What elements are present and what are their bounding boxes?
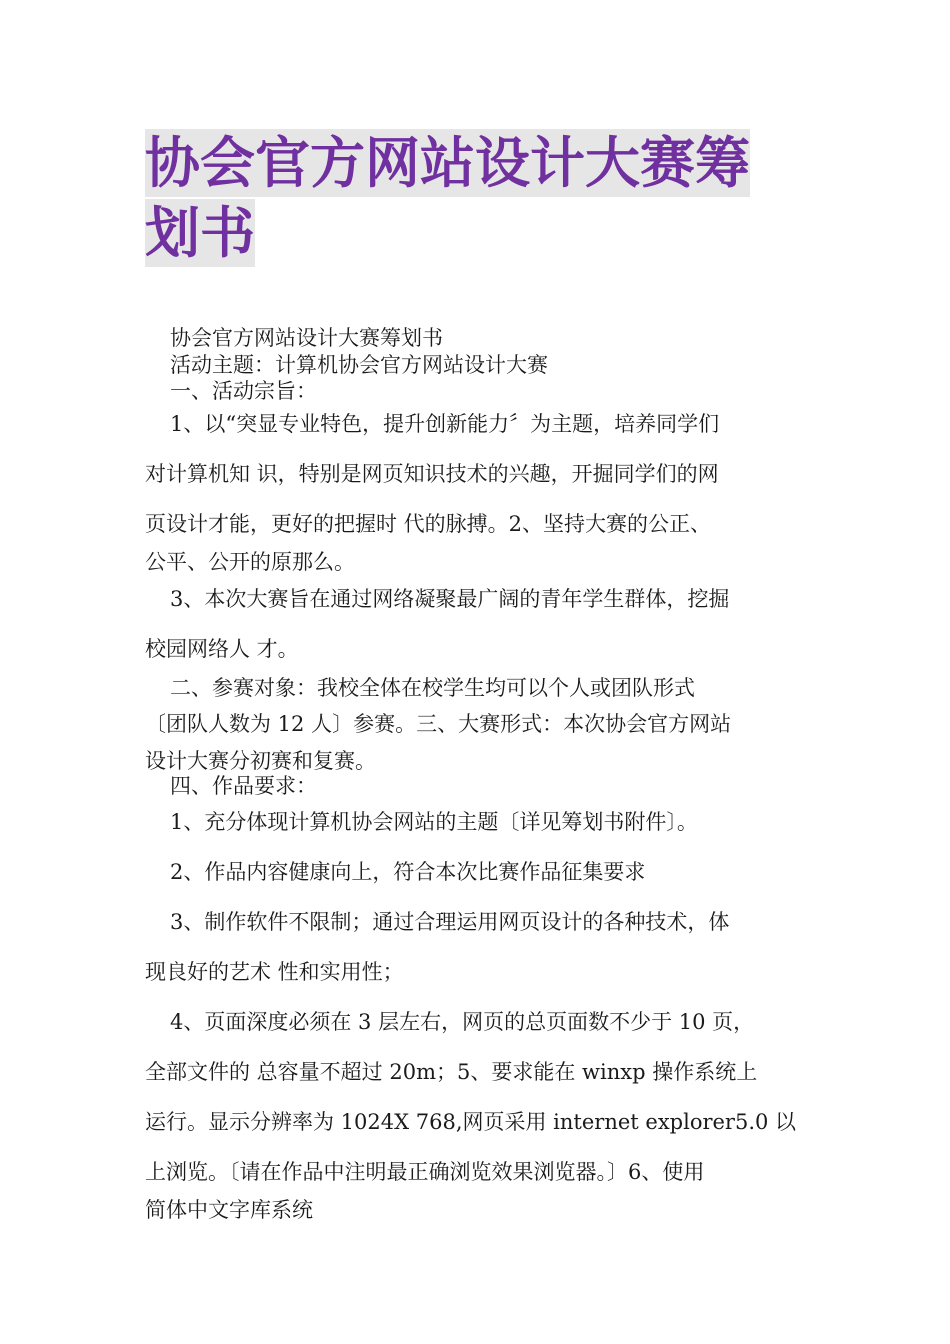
body-line: 简体中文字库系统 bbox=[145, 1198, 313, 1222]
body-line: 公平、公开的原那么。 bbox=[145, 550, 355, 574]
body-line: 活动主题：计算机协会官方网站设计大赛 bbox=[170, 353, 548, 377]
body-line: 全部文件的 总容量不超过 20m；5、要求能在 winxp 操作系统上 bbox=[145, 1060, 758, 1084]
body-line: 上浏览。〔请在作品中注明最正确浏览效果浏览器。〕6、使用 bbox=[145, 1160, 705, 1184]
body-line: 协会官方网站设计大赛筹划书 bbox=[170, 326, 443, 350]
body-line: 4、页面深度必须在 3 层左右，网页的总页面数不少于 10 页， bbox=[170, 1010, 755, 1034]
title-line-1: 协会官方网站设计大赛筹 bbox=[145, 131, 751, 195]
body-line: 2、作品内容健康向上，符合本次比赛作品征集要求 bbox=[170, 860, 646, 884]
body-line: 1、充分体现计算机协会网站的主题〔详见筹划书附件〕。 bbox=[170, 810, 698, 834]
body-line: 页设计才能，更好的把握时 代的脉搏。2、坚持大赛的公正、 bbox=[145, 512, 712, 536]
title-line-2: 划书 bbox=[145, 201, 256, 265]
document-title bbox=[145, 128, 825, 268]
body-line: 设计大赛分初赛和复赛。 bbox=[145, 749, 376, 773]
body-line: 一、活动宗旨： bbox=[170, 379, 317, 403]
body-line: 3、本次大赛旨在通过网络凝聚最广阔的青年学生群体，挖掘 bbox=[170, 587, 730, 611]
body-line: 四、作品要求： bbox=[170, 774, 317, 798]
body-line: 1、以“突显专业特色，提升创新能力〞为主题，培养同学们 bbox=[170, 412, 720, 436]
body-line: 运行。显示分辨率为 1024X 768,网页采用 internet explorer5.0 以 bbox=[145, 1110, 797, 1134]
body-line: 3、制作软件不限制；通过合理运用网页设计的各种技术，体 bbox=[170, 910, 730, 934]
body-line: 校园网络人 才。 bbox=[145, 637, 299, 661]
body-line: 二、参赛对象：我校全体在校学生均可以个人或团队形式 bbox=[170, 676, 695, 700]
body-line: 对计算机知 识，特别是网页知识技术的兴趣，开掘同学们的网 bbox=[145, 462, 719, 486]
body-line: 现良好的艺术 性和实用性； bbox=[145, 960, 404, 984]
body-line: 〔团队人数为 12 人〕参赛。三、大赛形式：本次协会官方网站 bbox=[145, 712, 732, 736]
